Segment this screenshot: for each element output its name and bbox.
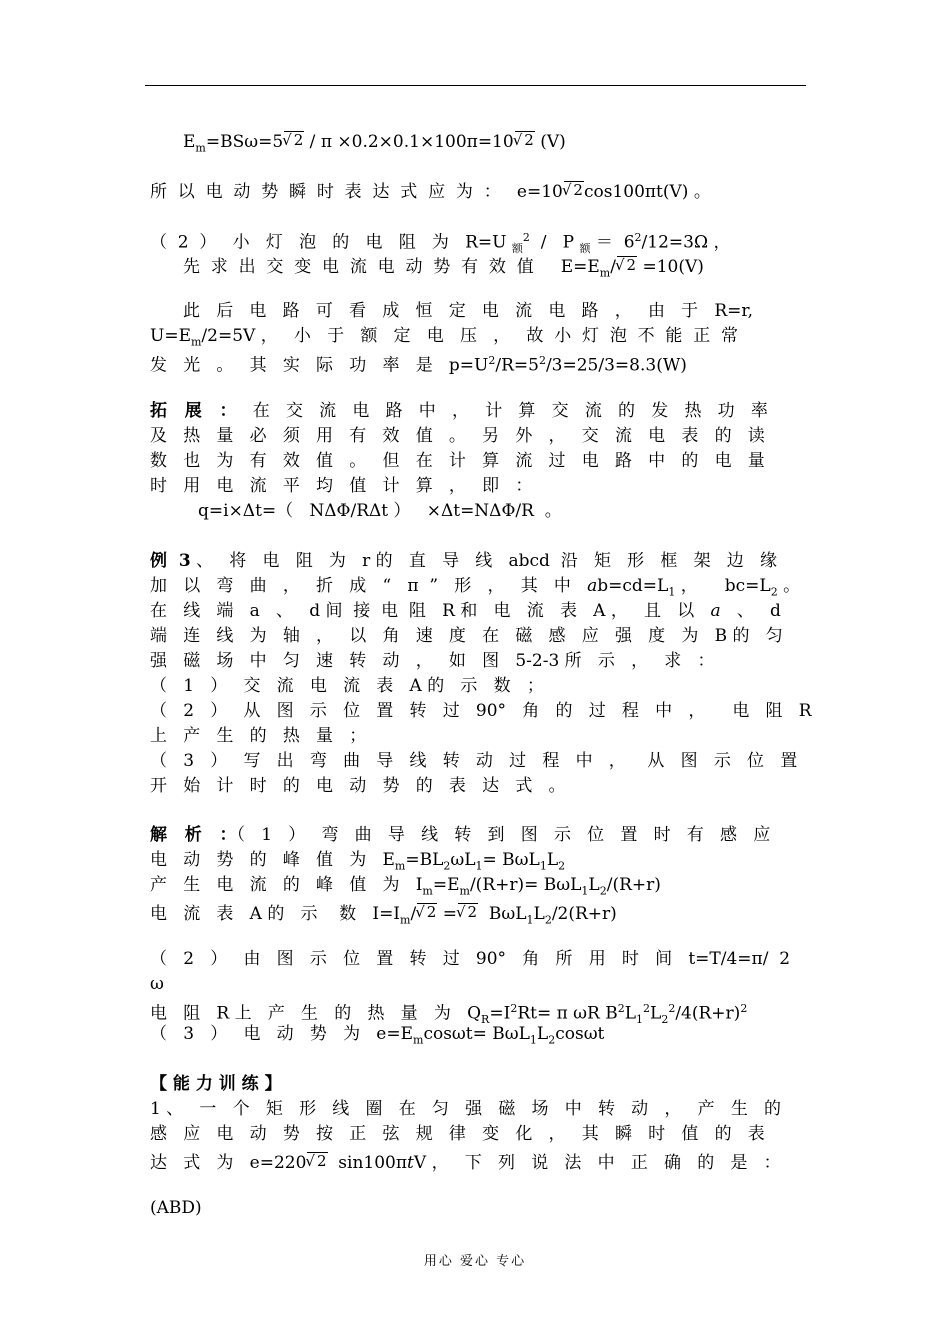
text-line: （ 2 ） 从 图 示 位 置 转 过 90° 角 的 过 程 中 ， 电 阻 R: [150, 701, 812, 721]
text-line: 解 析 ：（ 1 ） 弯 曲 导 线 转 到 图 示 位 置 时 有 感 应: [150, 825, 771, 845]
text-line: （ 3 ） 写 出 弯 曲 导 线 转 动 过 程 中 ， 从 图 示 位 置: [150, 751, 798, 771]
text-line: 加 以 弯 曲 ， 折 成 “ π ” 形 ， 其 中 $ab=cd=L_1$ ， $bc=L_2$ 。: [150, 576, 801, 599]
text-line: 强 磁 场 中 匀 速 转 动 ， 如 图 5-2-3 所 示 ， 求 ：: [150, 651, 715, 671]
text-line: $U=E_m/2=5V$ ， 小 于 额 定 电 压 ， 故 小 灯 泡 不 能 正 常: [150, 326, 739, 349]
answer: (ABD): [150, 1198, 202, 1218]
text-line: 上 产 生 的 热 量 ；: [150, 726, 367, 746]
text-line: 先 求 出 交 变 电 流 电 动 势 有 效 值 $E=E_m/√$ 2 =10(V): [183, 257, 704, 283]
text-line: 端 连 线 为 轴 ， 以 角 速 度 在 磁 感 应 强 度 为 B 的 匀: [150, 626, 783, 646]
text-line: （ 2 ） 由 图 示 位 置 转 过 90° 角 所 用 时 间 t=T/4=π/ 2: [150, 949, 791, 969]
text-line: 产 生 电 流 的 峰 值 为 $I_m=E_m/(R+r)= B\omega L_1L_2/(R+r)$: [150, 875, 661, 898]
section-heading: 【 能 力 训 练 】: [150, 1074, 282, 1094]
text-line: 1 、 一 个 矩 形 线 圈 在 匀 强 磁 场 中 转 动 ， 产 生 的: [150, 1099, 782, 1119]
text-line: 例 3 、 将 电 阻 为 r 的 直 导 线 abcd 沿 矩 形 框 架 边 缘: [150, 551, 778, 571]
text-line: （ 2 ） 小 灯 泡 的 电 阻 为 R=U $_额^2$ / P $_额 = 6^2/12=3\Omega$ ，: [150, 231, 731, 256]
text-line: 数 也 为 有 效 值 。 但 在 计 算 流 过 电 路 中 的 电 量: [150, 451, 765, 471]
text-line: （ 1 ） 交 流 电 流 表 A 的 示 数 ；: [150, 676, 544, 696]
text-line: 发 光 。 其 实 际 功 率 是 $p=U^2/R=5^2/3=25/3=8.3(W)$: [150, 354, 687, 376]
text-line: 电 阻 R 上 产 生 的 热 量 为 $Q_R=I^2Rt= \pi$ ωR $B^2L_1^2L_2^2/4(R+r)^2$: [150, 1002, 748, 1027]
text-line: （ 3 ） 电 动 势 为 $e=E_m\cos\omega t= B\omega L_1L_2\cos\omega t$: [150, 1024, 605, 1047]
text-line: 拓 展 ： 在 交 流 电 路 中 ， 计 算 交 流 的 发 热 功 率: [150, 401, 768, 421]
header-rule: [145, 85, 806, 86]
text-line: 电 流 表 A 的 示 数 $I=I_m/√$ 2 =√ 2 $B\omega L_1L_2/2(R+r)$: [150, 904, 617, 930]
text-line: 达 式 为 e=220√ 2 sin100πtV ， 下 列 说 法 中 正 确 的 是 ：: [150, 1153, 781, 1173]
page-footer: 用心 爱心 专心: [423, 1254, 527, 1269]
text-line: 此 后 电 路 可 看 成 恒 定 电 流 电 路 ， 由 于 R=r,: [183, 301, 754, 321]
text-line: 开 始 计 时 的 电 动 势 的 表 达 式 。: [150, 776, 566, 796]
text-line: 在 线 端 a 、 d 间 接 电 阻 R 和 电 流 表 A ， 且 以 a 、 d: [150, 601, 781, 621]
text-line: ω: [150, 974, 164, 994]
text-line: 感 应 电 动 势 按 正 弦 规 律 变 化 ， 其 瞬 时 值 的 表: [150, 1124, 765, 1144]
formula-q: q=i×Δt=（ NΔΦ/RΔt ） ×Δt=NΔΦ/R 。: [198, 501, 562, 521]
formula-em: $E_m=BS\omega=5√$ 2 / π ×0.2×0.1×100π=10√ 2 (V): [183, 132, 566, 158]
text-line: 所 以 电 动 势 瞬 时 表 达 式 应 为 ： e=10√ 2cos100πt(V) 。: [150, 182, 711, 202]
text-line: 时 用 电 流 平 均 值 计 算 ， 即 ：: [150, 476, 533, 496]
text-line: 及 热 量 必 须 用 有 效 值 。 另 外 ， 交 流 电 表 的 读: [150, 426, 765, 446]
text-line: 电 动 势 的 峰 值 为 $E_m=BL_2\omega L_1= B\omega L_1L_2$: [150, 850, 566, 873]
